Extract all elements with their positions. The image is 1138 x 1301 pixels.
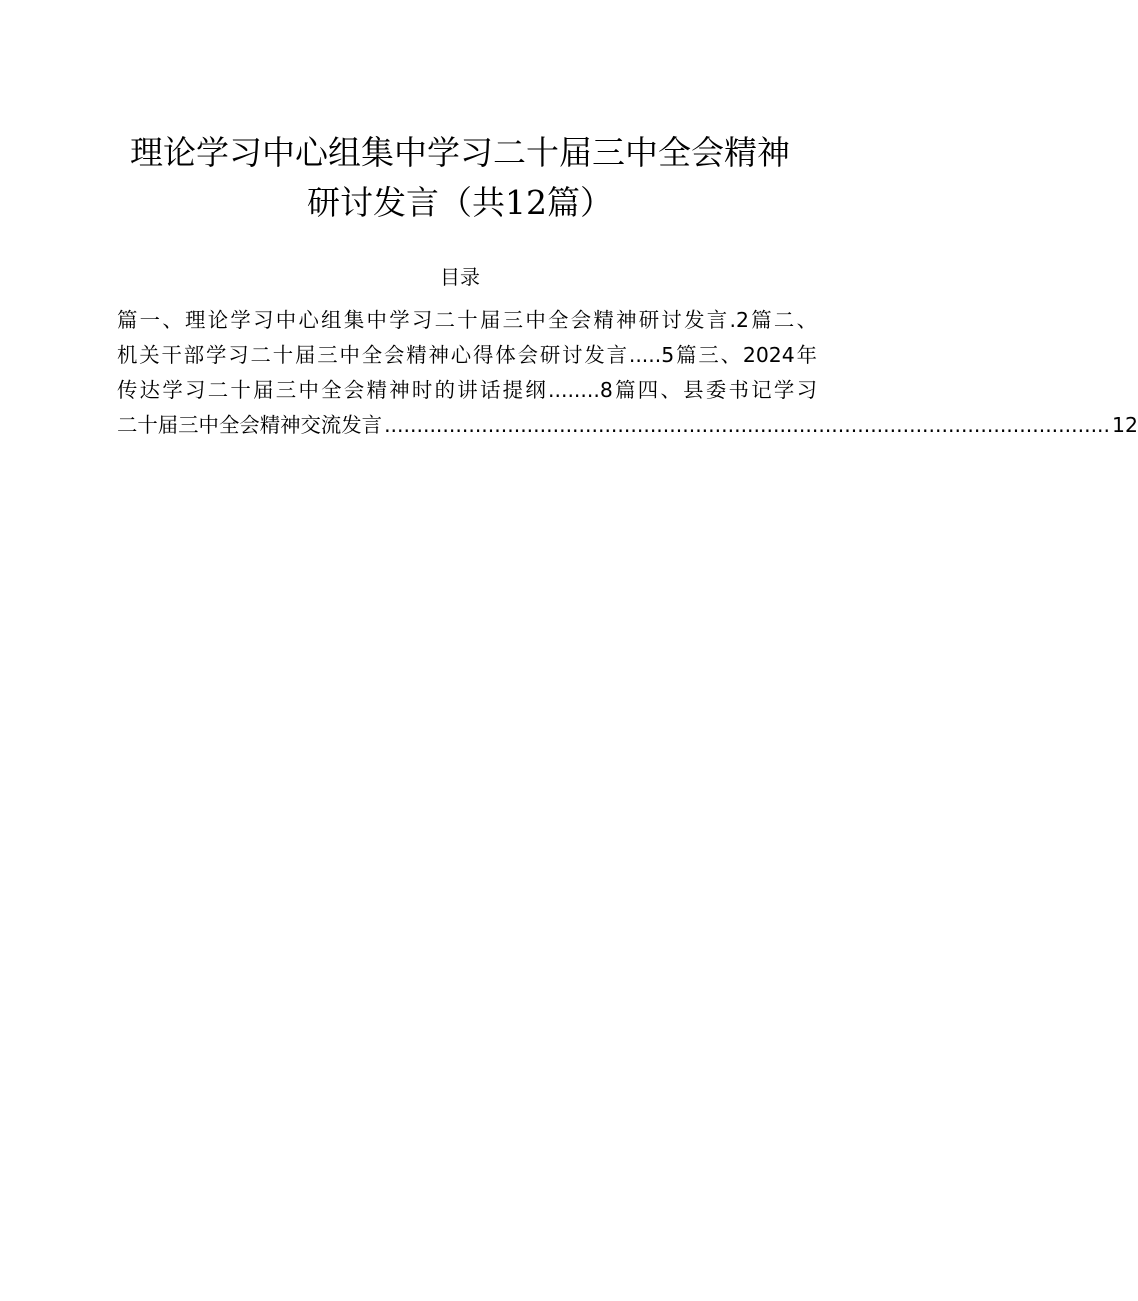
toc-entry-4-title: 二十届三中全会精神交流发言 <box>117 413 383 437</box>
toc-line-4[interactable] <box>117 408 1138 443</box>
toc-line-1[interactable]: 篇一、理论学习中心组集中学习二十届三中全会精神研讨发言.2篇二、 <box>117 308 817 332</box>
toc-line-2[interactable]: 机关干部学习二十届三中全会精神心得体会研讨发言.....5篇三、2024年 <box>117 343 817 367</box>
title-line-2 <box>0 178 920 228</box>
document-title <box>0 128 920 228</box>
table-of-contents <box>117 303 1138 443</box>
toc-line-3[interactable]: 传达学习二十届三中全会精神时的讲话提纲........8篇四、县委书记学习 <box>117 378 817 402</box>
toc-heading: 目录 <box>440 265 480 289</box>
title-line-2-suffix: 篇） <box>547 183 613 222</box>
title-line-1: 理论学习中心组集中学习二十届三中全会精神 <box>130 133 790 172</box>
toc-dot-leader: ................................................................................................................ <box>384 413 1111 437</box>
title-article-count: 12 <box>505 183 547 222</box>
toc-entry-4-page: 12 <box>1112 413 1138 437</box>
title-line-2-prefix: 研讨发言（共 <box>307 183 505 222</box>
